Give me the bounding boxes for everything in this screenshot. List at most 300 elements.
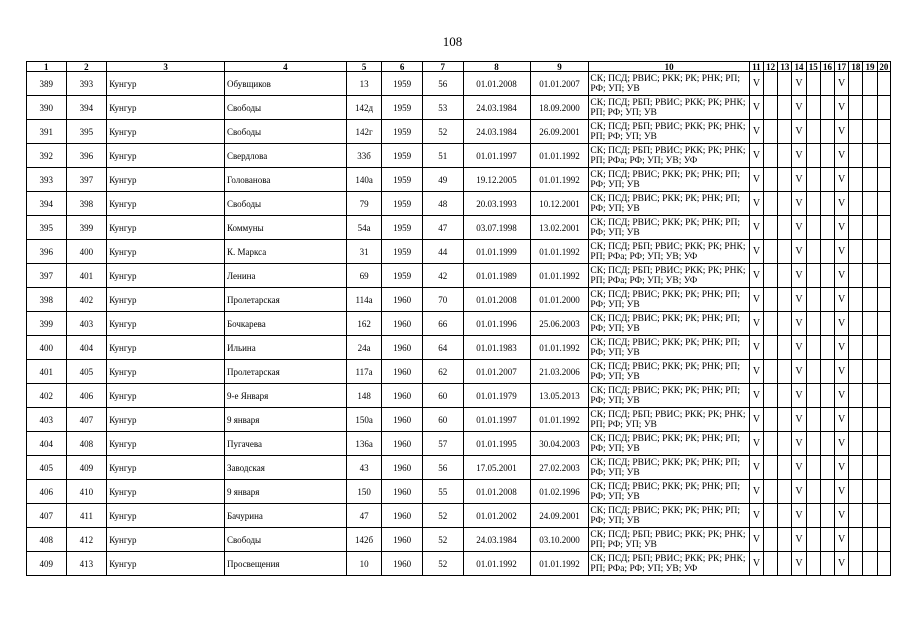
cell-col5: 24а — [346, 336, 382, 360]
cell-col1: 403 — [27, 408, 67, 432]
cell-col9: 13.05.2013 — [530, 384, 589, 408]
check-mark-col17: V — [835, 528, 849, 552]
empty-cell — [806, 216, 820, 240]
check-mark-col14: V — [792, 120, 806, 144]
empty-cell — [820, 312, 834, 336]
empty-cell — [778, 408, 792, 432]
check-mark-col14: V — [792, 384, 806, 408]
empty-cell — [806, 96, 820, 120]
cell-col3: Кунгур — [107, 264, 225, 288]
cell-col7: 52 — [422, 504, 463, 528]
empty-cell — [820, 192, 834, 216]
cell-col10: СК; ПСД; РБП; РВИС; РКК; РК; РНК; РП; РФ; УП; УВ — [589, 120, 749, 144]
check-mark-col11: V — [749, 360, 763, 384]
cell-col2: 398 — [66, 192, 107, 216]
cell-col9: 01.01.1992 — [530, 408, 589, 432]
empty-cell — [778, 312, 792, 336]
check-mark-col17: V — [835, 288, 849, 312]
cell-col9: 01.01.1992 — [530, 168, 589, 192]
cell-col1: 389 — [27, 72, 67, 96]
cell-col7: 62 — [422, 360, 463, 384]
table-row — [27, 336, 891, 360]
cell-col8: 01.01.2008 — [463, 72, 530, 96]
table-row — [27, 96, 891, 120]
table-row — [27, 312, 891, 336]
cell-col8: 01.01.2008 — [463, 480, 530, 504]
empty-cell — [877, 192, 890, 216]
cell-col7: 52 — [422, 120, 463, 144]
empty-cell — [863, 144, 877, 168]
check-mark-col11: V — [749, 168, 763, 192]
check-mark-col17: V — [835, 264, 849, 288]
cell-col10: СК; ПСД; РВИС; РКК; РК; РНК; РП; РФ; УП; УВ — [589, 336, 749, 360]
empty-cell — [764, 552, 778, 576]
empty-cell — [877, 96, 890, 120]
empty-cell — [778, 360, 792, 384]
check-mark-col11: V — [749, 504, 763, 528]
check-mark-col17: V — [835, 72, 849, 96]
empty-cell — [849, 552, 863, 576]
cell-col3: Кунгур — [107, 456, 225, 480]
cell-col8: 01.01.2008 — [463, 288, 530, 312]
cell-col6: 1960 — [382, 312, 423, 336]
empty-cell — [863, 432, 877, 456]
cell-col8: 01.01.1996 — [463, 312, 530, 336]
cell-col6: 1959 — [382, 72, 423, 96]
cell-col1: 400 — [27, 336, 67, 360]
empty-cell — [863, 96, 877, 120]
empty-cell — [806, 144, 820, 168]
empty-cell — [778, 72, 792, 96]
cell-col3: Кунгур — [107, 168, 225, 192]
cell-col1: 409 — [27, 552, 67, 576]
empty-cell — [849, 312, 863, 336]
cell-col9: 24.09.2001 — [530, 504, 589, 528]
empty-cell — [849, 144, 863, 168]
cell-col9: 27.02.2003 — [530, 456, 589, 480]
cell-col5: 162 — [346, 312, 382, 336]
empty-cell — [764, 360, 778, 384]
empty-cell — [820, 336, 834, 360]
cell-col1: 398 — [27, 288, 67, 312]
cell-col5: 148 — [346, 384, 382, 408]
cell-col1: 390 — [27, 96, 67, 120]
cell-col9: 30.04.2003 — [530, 432, 589, 456]
column-header-17: 17 — [835, 62, 849, 72]
empty-cell — [764, 504, 778, 528]
cell-col9: 26.09.2001 — [530, 120, 589, 144]
column-header-10: 10 — [589, 62, 749, 72]
empty-cell — [820, 456, 834, 480]
cell-col8: 01.01.1989 — [463, 264, 530, 288]
cell-col8: 01.01.1995 — [463, 432, 530, 456]
column-header-14: 14 — [792, 62, 806, 72]
cell-col5: 13 — [346, 72, 382, 96]
empty-cell — [877, 384, 890, 408]
check-mark-col11: V — [749, 240, 763, 264]
cell-col5: 79 — [346, 192, 382, 216]
column-header-15: 15 — [806, 62, 820, 72]
check-mark-col11: V — [749, 408, 763, 432]
check-mark-col14: V — [792, 312, 806, 336]
cell-col4: Свердлова — [224, 144, 346, 168]
empty-cell — [849, 96, 863, 120]
empty-cell — [863, 528, 877, 552]
check-mark-col11: V — [749, 552, 763, 576]
cell-col2: 402 — [66, 288, 107, 312]
empty-cell — [806, 288, 820, 312]
cell-col6: 1960 — [382, 456, 423, 480]
empty-cell — [849, 168, 863, 192]
table-row — [27, 528, 891, 552]
cell-col5: 142б — [346, 528, 382, 552]
cell-col7: 49 — [422, 168, 463, 192]
cell-col2: 404 — [66, 336, 107, 360]
check-mark-col14: V — [792, 264, 806, 288]
cell-col10: СК; ПСД; РВИС; РКК; РК; РНК; РП; РФ; УП; УВ — [589, 480, 749, 504]
cell-col4: К. Маркса — [224, 240, 346, 264]
column-header-7: 7 — [422, 62, 463, 72]
empty-cell — [820, 216, 834, 240]
empty-cell — [820, 72, 834, 96]
cell-col5: 43 — [346, 456, 382, 480]
empty-cell — [778, 480, 792, 504]
cell-col5: 10 — [346, 552, 382, 576]
cell-col6: 1960 — [382, 504, 423, 528]
empty-cell — [849, 216, 863, 240]
empty-cell — [764, 288, 778, 312]
cell-col9: 01.01.1992 — [530, 144, 589, 168]
cell-col9: 18.09.2000 — [530, 96, 589, 120]
cell-col6: 1960 — [382, 528, 423, 552]
cell-col9: 01.01.1992 — [530, 264, 589, 288]
empty-cell — [764, 432, 778, 456]
empty-cell — [877, 240, 890, 264]
cell-col4: 9 января — [224, 408, 346, 432]
empty-cell — [778, 384, 792, 408]
empty-cell — [863, 120, 877, 144]
column-header-18: 18 — [849, 62, 863, 72]
cell-col10: СК; ПСД; РБП; РВИС; РКК; РК; РНК; РП; РФа; РФ; УП; УВ; УФ — [589, 144, 749, 168]
cell-col7: 48 — [422, 192, 463, 216]
cell-col2: 393 — [66, 72, 107, 96]
cell-col4: Пугачева — [224, 432, 346, 456]
cell-col3: Кунгур — [107, 504, 225, 528]
empty-cell — [764, 192, 778, 216]
data-table — [26, 61, 891, 576]
check-mark-col11: V — [749, 120, 763, 144]
cell-col8: 24.03.1984 — [463, 120, 530, 144]
cell-col10: СК; ПСД; РВИС; РКК; РК; РНК; РП; РФ; УП; УВ — [589, 72, 749, 96]
cell-col2: 405 — [66, 360, 107, 384]
cell-col5: 142г — [346, 120, 382, 144]
check-mark-col14: V — [792, 360, 806, 384]
cell-col2: 395 — [66, 120, 107, 144]
cell-col5: 47 — [346, 504, 382, 528]
column-header-9: 9 — [530, 62, 589, 72]
cell-col2: 408 — [66, 432, 107, 456]
empty-cell — [863, 504, 877, 528]
empty-cell — [764, 336, 778, 360]
cell-col2: 407 — [66, 408, 107, 432]
empty-cell — [764, 456, 778, 480]
table-body — [27, 72, 891, 576]
check-mark-col14: V — [792, 144, 806, 168]
table-row — [27, 120, 891, 144]
check-mark-col17: V — [835, 408, 849, 432]
cell-col3: Кунгур — [107, 120, 225, 144]
page-number: 108 — [442, 34, 463, 49]
check-mark-col17: V — [835, 504, 849, 528]
cell-col6: 1959 — [382, 96, 423, 120]
cell-col1: 393 — [27, 168, 67, 192]
cell-col8: 01.01.1983 — [463, 336, 530, 360]
empty-cell — [877, 504, 890, 528]
empty-cell — [778, 456, 792, 480]
check-mark-col17: V — [835, 312, 849, 336]
cell-col10: СК; ПСД; РВИС; РКК; РК; РНК; РП; РФ; УП; УВ — [589, 216, 749, 240]
cell-col3: Кунгур — [107, 216, 225, 240]
cell-col1: 394 — [27, 192, 67, 216]
cell-col4: Пролетарская — [224, 360, 346, 384]
empty-cell — [849, 72, 863, 96]
empty-cell — [849, 360, 863, 384]
cell-col7: 44 — [422, 240, 463, 264]
empty-cell — [806, 432, 820, 456]
empty-cell — [849, 120, 863, 144]
check-mark-col17: V — [835, 216, 849, 240]
empty-cell — [764, 168, 778, 192]
check-mark-col11: V — [749, 72, 763, 96]
cell-col10: СК; ПСД; РБП; РВИС; РКК; РК; РНК; РП; РФа; РФ; УП; УВ; УФ — [589, 240, 749, 264]
cell-col4: Свободы — [224, 120, 346, 144]
column-header-4: 4 — [224, 62, 346, 72]
cell-col3: Кунгур — [107, 384, 225, 408]
cell-col3: Кунгур — [107, 552, 225, 576]
empty-cell — [820, 480, 834, 504]
cell-col4: Свободы — [224, 528, 346, 552]
cell-col4: Ленина — [224, 264, 346, 288]
empty-cell — [877, 312, 890, 336]
column-header-5: 5 — [346, 62, 382, 72]
table-row — [27, 72, 891, 96]
empty-cell — [877, 360, 890, 384]
cell-col3: Кунгур — [107, 288, 225, 312]
check-mark-col14: V — [792, 528, 806, 552]
cell-col6: 1960 — [382, 384, 423, 408]
cell-col7: 64 — [422, 336, 463, 360]
empty-cell — [863, 360, 877, 384]
cell-col10: СК; ПСД; РВИС; РКК; РК; РНК; РП; РФ; УП; УВ — [589, 360, 749, 384]
cell-col4: Ильина — [224, 336, 346, 360]
cell-col2: 411 — [66, 504, 107, 528]
empty-cell — [863, 192, 877, 216]
check-mark-col11: V — [749, 264, 763, 288]
empty-cell — [849, 504, 863, 528]
cell-col8: 03.07.1998 — [463, 216, 530, 240]
cell-col6: 1959 — [382, 120, 423, 144]
cell-col2: 413 — [66, 552, 107, 576]
empty-cell — [820, 360, 834, 384]
empty-cell — [849, 528, 863, 552]
empty-cell — [764, 96, 778, 120]
cell-col10: СК; ПСД; РВИС; РКК; РК; РНК; РП; РФ; УП; УВ — [589, 504, 749, 528]
cell-col9: 01.01.2007 — [530, 72, 589, 96]
cell-col1: 392 — [27, 144, 67, 168]
cell-col5: 33б — [346, 144, 382, 168]
cell-col1: 395 — [27, 216, 67, 240]
cell-col4: 9 января — [224, 480, 346, 504]
cell-col2: 409 — [66, 456, 107, 480]
cell-col3: Кунгур — [107, 480, 225, 504]
check-mark-col14: V — [792, 240, 806, 264]
empty-cell — [849, 408, 863, 432]
cell-col2: 394 — [66, 96, 107, 120]
cell-col7: 56 — [422, 456, 463, 480]
empty-cell — [849, 288, 863, 312]
check-mark-col17: V — [835, 96, 849, 120]
cell-col4: Бачурина — [224, 504, 346, 528]
empty-cell — [877, 144, 890, 168]
cell-col9: 01.01.1992 — [530, 552, 589, 576]
check-mark-col17: V — [835, 192, 849, 216]
empty-cell — [778, 240, 792, 264]
cell-col10: СК; ПСД; РВИС; РКК; РК; РНК; РП; РФ; УП; УВ — [589, 312, 749, 336]
check-mark-col11: V — [749, 528, 763, 552]
empty-cell — [778, 336, 792, 360]
column-header-19: 19 — [863, 62, 877, 72]
column-header-3: 3 — [107, 62, 225, 72]
cell-col3: Кунгур — [107, 336, 225, 360]
cell-col4: 9-е Января — [224, 384, 346, 408]
cell-col9: 01.01.1992 — [530, 240, 589, 264]
empty-cell — [877, 288, 890, 312]
empty-cell — [778, 216, 792, 240]
cell-col10: СК; ПСД; РВИС; РКК; РК; РНК; РП; РФ; УП; УВ — [589, 456, 749, 480]
cell-col6: 1960 — [382, 408, 423, 432]
cell-col9: 25.06.2003 — [530, 312, 589, 336]
empty-cell — [849, 264, 863, 288]
empty-cell — [820, 168, 834, 192]
check-mark-col14: V — [792, 432, 806, 456]
column-header-2: 2 — [66, 62, 107, 72]
cell-col7: 53 — [422, 96, 463, 120]
check-mark-col14: V — [792, 192, 806, 216]
empty-cell — [764, 408, 778, 432]
check-mark-col14: V — [792, 408, 806, 432]
check-mark-col14: V — [792, 288, 806, 312]
empty-cell — [820, 528, 834, 552]
cell-col1: 408 — [27, 528, 67, 552]
table-row — [27, 168, 891, 192]
empty-cell — [820, 288, 834, 312]
cell-col8: 19.12.2005 — [463, 168, 530, 192]
cell-col7: 55 — [422, 480, 463, 504]
cell-col7: 52 — [422, 552, 463, 576]
cell-col1: 407 — [27, 504, 67, 528]
check-mark-col11: V — [749, 432, 763, 456]
empty-cell — [764, 312, 778, 336]
cell-col1: 397 — [27, 264, 67, 288]
cell-col2: 412 — [66, 528, 107, 552]
empty-cell — [863, 480, 877, 504]
cell-col10: СК; ПСД; РВИС; РКК; РК; РНК; РП; РФ; УП; УВ — [589, 288, 749, 312]
cell-col4: Коммуны — [224, 216, 346, 240]
cell-col6: 1959 — [382, 144, 423, 168]
empty-cell — [820, 144, 834, 168]
empty-cell — [806, 264, 820, 288]
cell-col1: 402 — [27, 384, 67, 408]
empty-cell — [863, 336, 877, 360]
empty-cell — [820, 552, 834, 576]
empty-cell — [764, 384, 778, 408]
check-mark-col11: V — [749, 288, 763, 312]
cell-col10: СК; ПСД; РБП; РВИС; РКК; РК; РНК; РП; РФа; РФ; УП; УВ; УФ — [589, 264, 749, 288]
empty-cell — [806, 72, 820, 96]
cell-col10: СК; ПСД; РБП; РВИС; РКК; РК; РНК; РП; РФа; РФ; УП; УВ; УФ — [589, 552, 749, 576]
table-row — [27, 264, 891, 288]
empty-cell — [849, 456, 863, 480]
check-mark-col11: V — [749, 144, 763, 168]
empty-cell — [806, 168, 820, 192]
empty-cell — [820, 504, 834, 528]
check-mark-col14: V — [792, 168, 806, 192]
check-mark-col14: V — [792, 504, 806, 528]
empty-cell — [820, 264, 834, 288]
empty-cell — [764, 216, 778, 240]
check-mark-col17: V — [835, 336, 849, 360]
table-row — [27, 456, 891, 480]
empty-cell — [877, 264, 890, 288]
cell-col7: 51 — [422, 144, 463, 168]
cell-col1: 401 — [27, 360, 67, 384]
cell-col8: 24.03.1984 — [463, 528, 530, 552]
empty-cell — [806, 336, 820, 360]
cell-col6: 1959 — [382, 264, 423, 288]
cell-col1: 396 — [27, 240, 67, 264]
check-mark-col14: V — [792, 96, 806, 120]
table-row — [27, 432, 891, 456]
cell-col9: 01.01.2000 — [530, 288, 589, 312]
check-mark-col17: V — [835, 432, 849, 456]
cell-col9: 10.12.2001 — [530, 192, 589, 216]
empty-cell — [863, 288, 877, 312]
cell-col10: СК; ПСД; РБП; РВИС; РКК; РК; РНК; РП; РФ; УП; УВ — [589, 408, 749, 432]
cell-col8: 17.05.2001 — [463, 456, 530, 480]
check-mark-col14: V — [792, 456, 806, 480]
column-header-6: 6 — [382, 62, 423, 72]
cell-col1: 404 — [27, 432, 67, 456]
empty-cell — [778, 168, 792, 192]
cell-col4: Бочкарева — [224, 312, 346, 336]
cell-col6: 1960 — [382, 552, 423, 576]
check-mark-col17: V — [835, 480, 849, 504]
empty-cell — [806, 360, 820, 384]
cell-col7: 60 — [422, 384, 463, 408]
empty-cell — [806, 120, 820, 144]
table-row — [27, 480, 891, 504]
empty-cell — [806, 312, 820, 336]
empty-cell — [877, 432, 890, 456]
check-mark-col14: V — [792, 480, 806, 504]
cell-col4: Обувщиков — [224, 72, 346, 96]
cell-col10: СК; ПСД; РБП; РВИС; РКК; РК; РНК; РП; РФ; УП; УВ — [589, 96, 749, 120]
table-row — [27, 240, 891, 264]
cell-col9: 01.01.1992 — [530, 336, 589, 360]
empty-cell — [778, 144, 792, 168]
cell-col7: 70 — [422, 288, 463, 312]
cell-col5: 117а — [346, 360, 382, 384]
